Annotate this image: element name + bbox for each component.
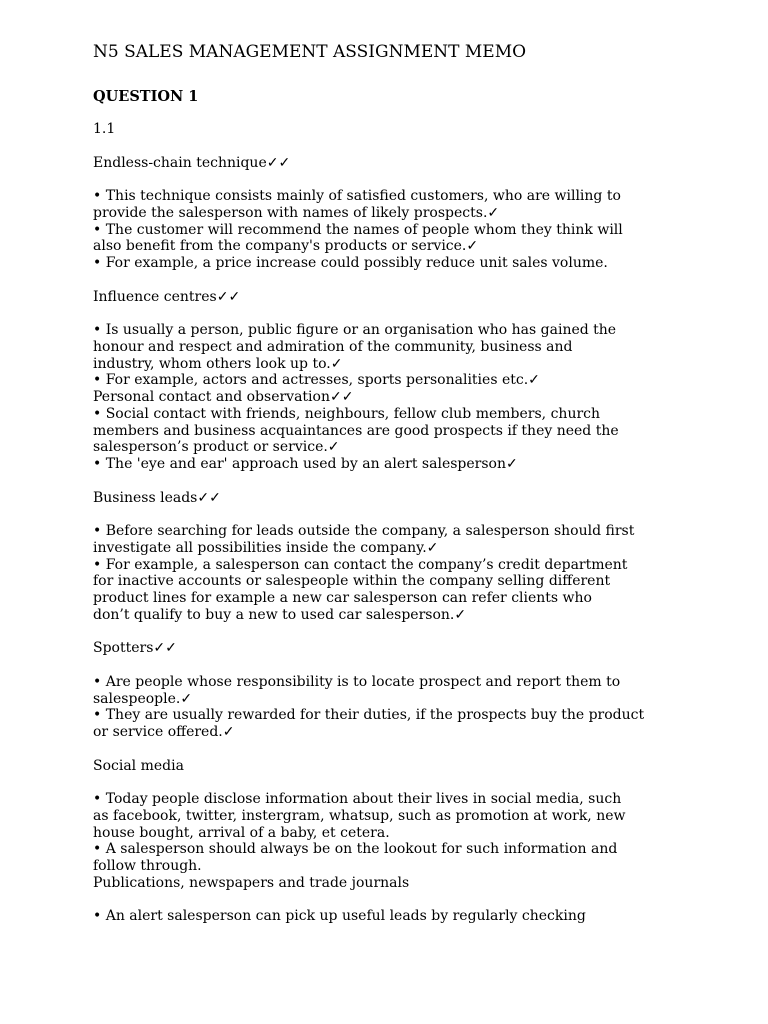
body-line: Spotters✓✓ [93, 640, 177, 657]
section-number: 1.1 [93, 121, 116, 137]
body-line: • Is usually a person, public figure or an organisation who has gained the [93, 322, 617, 338]
body-line: honour and respect and admiration of the community, business and [93, 338, 573, 355]
body-line: • They are usually rewarded for their duties, if the prospects buy the product [93, 707, 645, 724]
body-line: • For example, a salesperson can contact the company’s credit department [93, 556, 628, 573]
blank-line [93, 774, 733, 791]
body-lines [93, 155, 733, 926]
blank-line [93, 473, 733, 490]
body-line: • This technique consists mainly of satisfied customers, who are willing to [93, 188, 621, 204]
body-line: • An alert salesperson can pick up useful leads by regularly checking [93, 908, 586, 925]
body-line: house bought, arrival of a baby, et cetera. [93, 824, 390, 841]
body-line: • Today people disclose information about their lives in social media, such [93, 791, 622, 807]
body-line: • Before searching for leads outside the company, a salesperson should first [93, 523, 635, 539]
blank-line [93, 171, 733, 188]
body-line: follow through. [93, 858, 202, 874]
blank-line [93, 657, 733, 674]
body-line: Publications, newspapers and trade journals [93, 874, 410, 891]
body-line: salesperson’s product or service.✓ [93, 439, 340, 456]
body-line: • For example, actors and actresses, sports personalities etc.✓ [93, 372, 540, 389]
document-title: N5 SALES MANAGEMENT ASSIGNMENT MEMO [93, 42, 527, 62]
body-line: Business leads✓✓ [93, 489, 221, 506]
blank-line [93, 272, 733, 289]
blank-line [93, 506, 733, 523]
body-line: • The customer will recommend the names of people whom they think will [93, 221, 623, 238]
body-line: • Are people whose responsibility is to locate prospect and report them to [93, 673, 621, 690]
body-line: don’t qualify to buy a new to used car salesperson.✓ [93, 606, 467, 623]
body-line: • A salesperson should always be on the lookout for such information and [93, 841, 618, 858]
body-line: as facebook, twitter, instergram, whatsup, such as promotion at work, new [93, 807, 626, 824]
body-line: Influence centres✓✓ [93, 288, 241, 305]
document-body [93, 121, 733, 925]
body-line: or service offered.✓ [93, 724, 235, 740]
body-line: investigate all possibilities inside the company.✓ [93, 539, 439, 556]
body-line: • Social contact with friends, neighbours, fellow club members, church [93, 405, 601, 422]
body-line: salespeople.✓ [93, 690, 193, 707]
body-line: Endless-chain technique✓✓ [93, 154, 291, 171]
blank-line [93, 138, 733, 155]
question-heading: QUESTION 1 [93, 88, 199, 105]
blank-line [93, 624, 733, 641]
body-line: Personal contact and observation✓✓ [93, 389, 354, 405]
body-line: provide the salesperson with names of likely prospects.✓ [93, 204, 500, 221]
body-line: Social media [93, 757, 184, 774]
body-line: also benefit from the company's products or service.✓ [93, 238, 479, 255]
blank-line [93, 892, 733, 909]
body-line: industry, whom others look up to.✓ [93, 355, 343, 372]
blank-line [93, 305, 733, 322]
body-line: members and business acquaintances are good prospects if they need the [93, 422, 619, 439]
blank-line [93, 741, 733, 758]
body-line: product lines for example a new car salesperson can refer clients who [93, 590, 592, 606]
body-line: • The 'eye and ear' approach used by an alert salesperson✓ [93, 456, 518, 472]
body-line: for inactive accounts or salespeople within the company selling different [93, 573, 611, 590]
body-line: • For example, a price increase could possibly reduce unit sales volume. [93, 255, 608, 271]
